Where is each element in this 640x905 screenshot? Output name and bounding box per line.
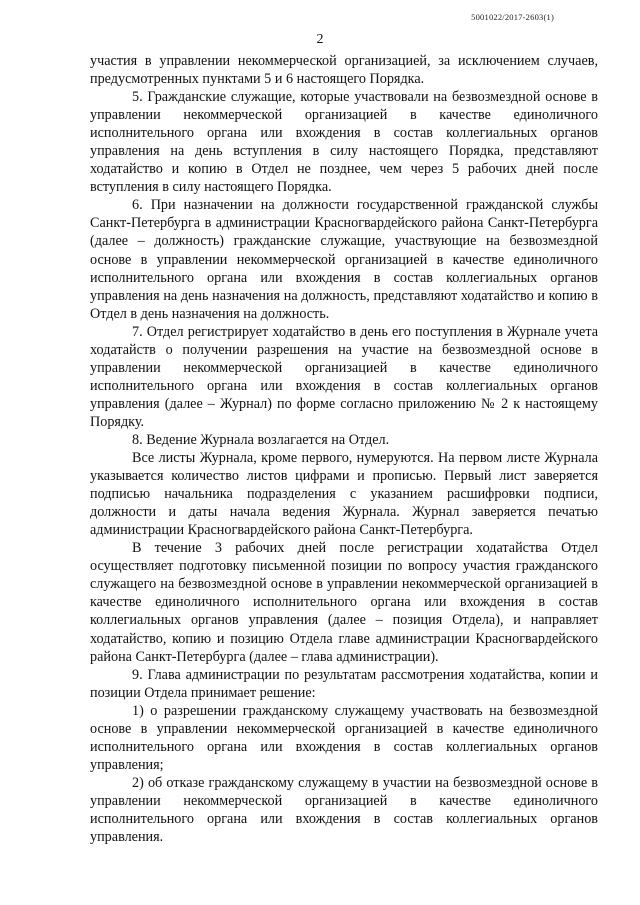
paragraph-journal-sheets: Все листы Журнала, кроме первого, нумеруются. На первом листе Журнала указывается количество листов цифрами и прописью. Первый лист заверяется подписью начальника подразделения с указанием расшифровки подписи, должности и даты начала ведения Журнала. Журнал заверяется печатью администрации Красногвардейского района Санкт-Петербурга. bbox=[90, 450, 598, 539]
paragraph-item-9: 9. Глава администрации по результатам рассмотрения ходатайства, копии и позиции Отдела принимает решение: bbox=[90, 666, 598, 701]
paragraph-three-days: В течение 3 рабочих дней после регистрации ходатайства Отдел осуществляет подготовку письменной позиции по вопросу участия гражданского служащего на безвозмездной основе в управлении некоммерческой организацией в качестве единоличного исполнительного органа или вхождения в состав коллегиальных органов управления (далее – позиция Отдела), и направляет ходатайство, копию и позицию Отдела главе администрации Красногвардейского района Санкт-Петербурга (далее – глава администрации). bbox=[90, 540, 598, 665]
document-id: 5001022/2017-2603(1) bbox=[471, 12, 554, 22]
paragraph-item-5: 5. Гражданские служащие, которые участвовали на безвозмездной основе в управлении некоммерческой организацией в качестве единоличного исполнительного органа или вхождения в состав коллегиальных органов управления на день вступления в силу настоящего Порядка, представляют ходатайство и копию в Отдел не позднее, чем через 5 рабочих дней после вступления в силу настоящего Порядка. bbox=[90, 89, 598, 196]
paragraph-item-6: 6. При назначении на должности государственной гражданской службы Санкт-Петербурга в администрации Красногвардейского района Санкт-Петербурга (далее – должность) гражданские служащие, участвующие на безвозмездной основе в управлении некоммерческой организацией в качестве единоличного исполнительного органа или вхождения в состав коллегиальных органов управления на день назначения на должность, представляют ходатайство и копию в Отдел в день назначения на должность. bbox=[90, 197, 598, 322]
page-body bbox=[90, 52, 598, 846]
paragraph-continuation: участия в управлении некоммерческой организацией, за исключением случаев, предусмотренных пунктами 5 и 6 настоящего Порядка. bbox=[90, 53, 598, 88]
paragraph-decision-refuse: 2) об отказе гражданскому служащему в участии на безвозмездной основе в управлении некоммерческой организацией в качестве единоличного исполнительного органа или вхождения в состав коллегиальных органов управления. bbox=[90, 774, 598, 846]
paragraph-decision-permit: 1) о разрешении гражданскому служащему участвовать на безвозмездной основе в управлении некоммерческой организацией в качестве единоличного исполнительного органа или вхождения в состав коллегиальных органов управления; bbox=[90, 702, 598, 773]
paragraph-item-7: 7. Отдел регистрирует ходатайство в день его поступления в Журнале учета ходатайств о получении разрешения на участие на безвозмездной основе в управлении некоммерческой организацией в качестве единоличного исполнительного органа или вхождения в состав коллегиальных органов управления (далее – Журнал) по форме согласно приложению № 2 к настоящему Порядку. bbox=[90, 323, 598, 430]
paragraph-item-8: 8. Ведение Журнала возлагается на Отдел. bbox=[132, 431, 390, 448]
page-number: 2 bbox=[316, 32, 324, 47]
